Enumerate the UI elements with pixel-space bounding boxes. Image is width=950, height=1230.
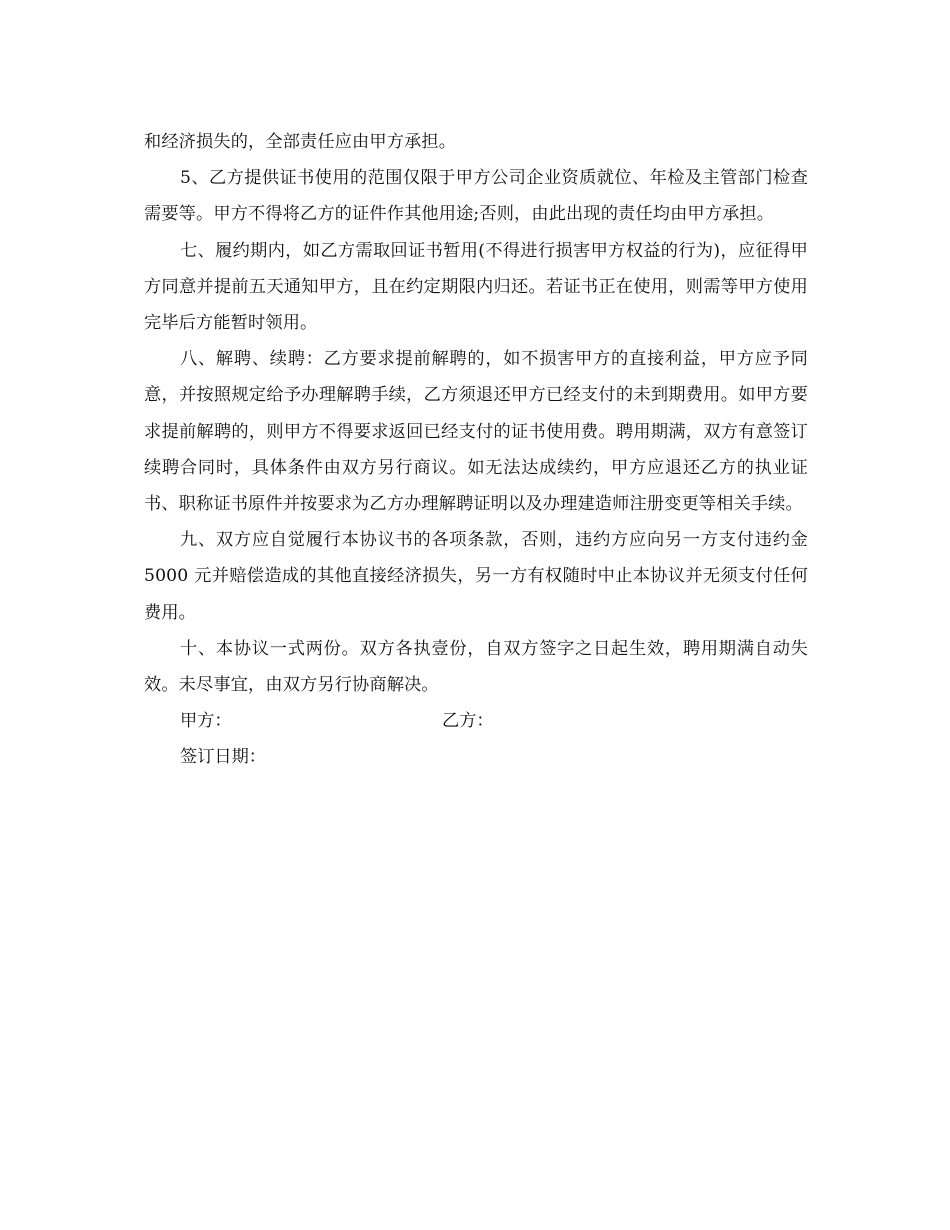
signature-row xyxy=(144,703,808,739)
signing-date-label: 签订日期： xyxy=(180,747,266,768)
party-a-label: 甲方： xyxy=(180,711,232,732)
paragraph-clause-9: 九、双方应自觉履行本协议书的各项条款，否则，违约方应向另一方支付违约金 5000 元并赔偿造成的其他直接经济损失，另一方有权随时中止本协议并无须支付任何费用。 xyxy=(144,530,808,623)
paragraph-clause-7: 七、履约期内，如乙方需取回证书暂用(不得进行损害甲方权益的行为)，应征得甲方同意并提前五天通知甲方，且在约定期限内归还。若证书正在使用，则需等甲方使用完毕后方能暂时领用。 xyxy=(144,240,808,334)
document-body xyxy=(144,124,808,776)
paragraph-clause-5: 5、乙方提供证书使用的范围仅限于甲方公司企业资质就位、年检及主管部门检查需要等。甲方不得将乙方的证件作其他用途;否则，由此出现的责任均由甲方承担。 xyxy=(144,168,808,225)
signing-date-row xyxy=(144,739,808,775)
paragraph-clause-8: 八、解聘、续聘：乙方要求提前解聘的，如不损害甲方的直接利益，甲方应予同意，并按照规定给予办理解聘手续，乙方须退还甲方已经支付的未到期费用。如甲方要求提前解聘的，则甲方不得要求返回已经支付的证书使用费。聘用期满，双方有意签订续聘合同时，具体条件由双方另行商议。如无法达成续约，甲方应退还乙方的执业证书、职称证书原件并按要求为乙方办理解聘证明以及办理建造师注册变更等相关手续。 xyxy=(144,349,808,515)
party-b-label: 乙方： xyxy=(442,711,494,732)
paragraph-clause-10: 十、本协议一式两份。双方各执壹份，自双方签字之日起生效，聘用期满自动失效。未尽事宜，由双方另行协商解决。 xyxy=(144,638,808,696)
paragraph-continuation: 和经济损失的，全部责任应由甲方承担。 xyxy=(144,132,457,152)
